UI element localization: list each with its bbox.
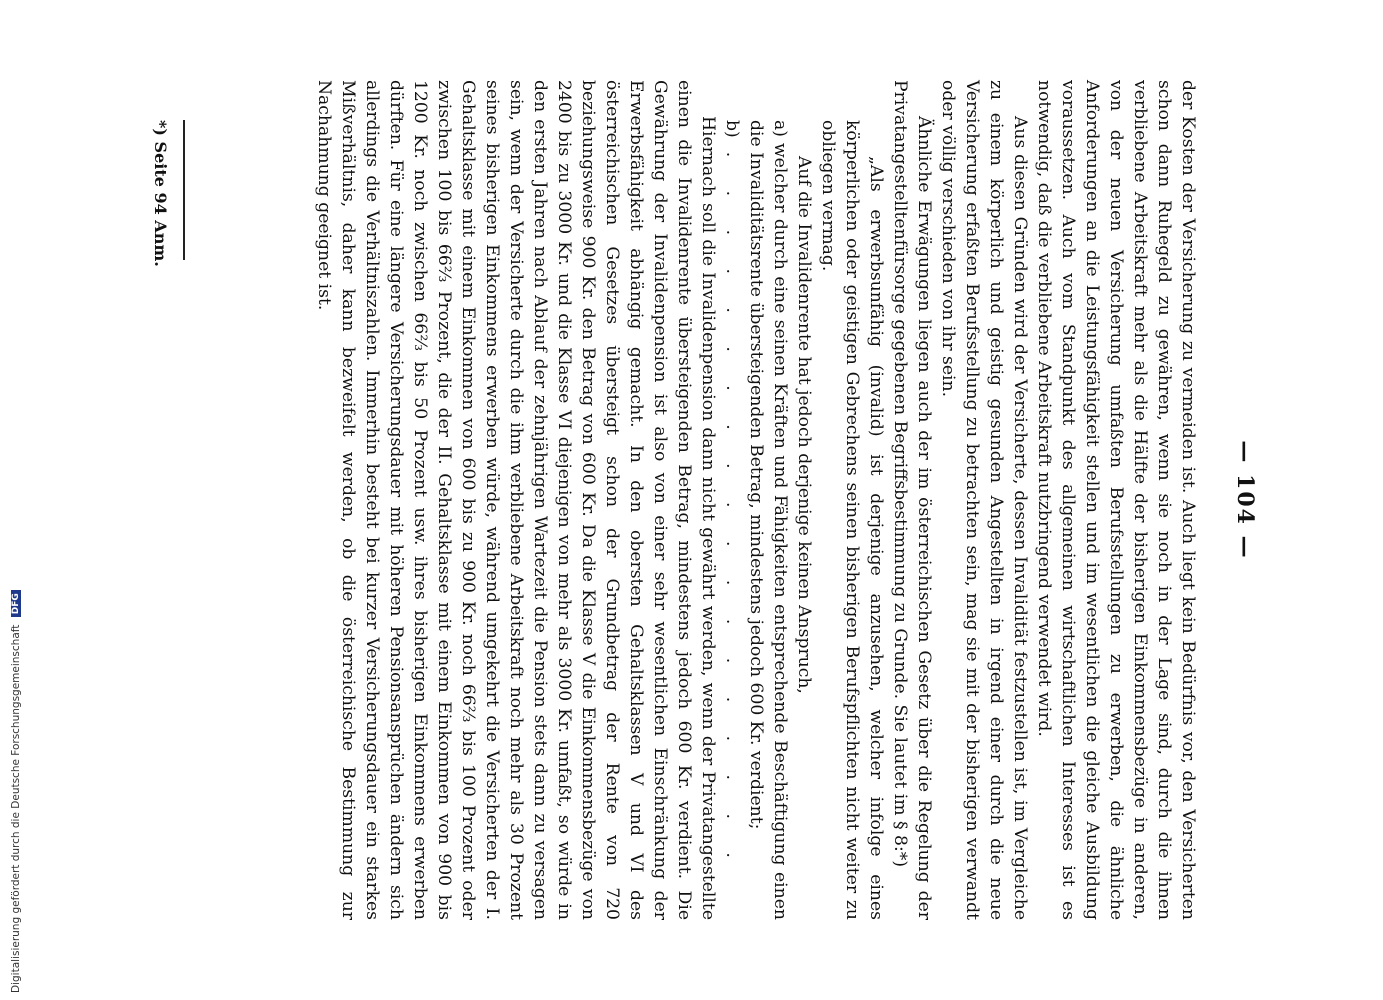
quotation-block xyxy=(720,120,888,920)
scanned-page xyxy=(120,60,1270,940)
dfg-logo: DFG xyxy=(11,590,21,617)
page-number: — 104 — xyxy=(1232,440,1258,560)
digitization-credit xyxy=(10,0,22,993)
list-item-b xyxy=(720,120,744,920)
paragraph-2: Aus diesen Gründen wird der Versicherte, dessen Invalidität festzustellen ist, im Vergleiche zu einem körperlich und geistig gesunden Angestellten in irgend einer durch die neue Versicherung erfaßten Berufsstellung zu betrachten sein, mag sie mit der bisherigen verwandt oder völlig verschieden von ihr sein. xyxy=(938,80,1030,920)
quotation-paragraph: „Als erwerbsunfähig (invalid) ist derjenige anzusehen, welcher infolge eines körperlichen oder geistigen Gebrechens seinen bisherigen Berufspflichten nicht weiter zu obliegen vermag. xyxy=(818,120,886,920)
paragraph-6: Hiernach soll die Invalidenpension dann nicht gewährt werden, wenn der Privatangestellte einen die Invalidenrente übersteigenden Betrag, mindestens jedoch 600 Kr. verdient. Die Gewährung der Invalidenpension ist also von einer sehr wesentlichen Einschränkung der Erwerbsfähigkeit abhängig gemacht. In den obersten Gehaltsklassen V und VI des österreichischen Gesetzes übersteigt schon der Grundbetrag der Rente von 720 beziehungsweise 900 Kr. den Betrag von 600 Kr. Da die Klasse V die Einkommensbezüge von 2400 bis zu 3000 Kr. und die Klasse VI diejenigen von mehr als 3000 Kr. umfaßt, so würde in den ersten Jahren nach Ablauf der zehnjährigen Wartezeit die Pension stets dann zu versagen sein, wenn der Versicherte durch die ihm verbliebene Arbeitskraft noch mehr als 30 Prozent seines bisherigen Einkommens erwerben würde, während umgekehrt die Versicherten der I. Gehaltsklasse mit einem Einkommen von 600 bis zu 900 Kr. noch 66⅔ bis 100 Prozent oder zwischen 100 bis 66⅔ Prozent, die der II. Gehaltsklasse mit einem Einkommen von 900 bis 1200 Kr. noch zwischen 66⅔ bis 50 Prozent usw. ihres bisherigen Einkommens erwerben dürften. Für eine längere Versicherungsdauer mit höheren Pensionsansprüchen ändern sich allerdings die Verhältniszahlen. Immerhin besteht bei kurzer Versicherungsdauer ein starkes Mißverhältnis, daher kann bezweifelt werden, ob die österreichische Bestimmung zur Nachahmung geeignet ist. xyxy=(314,80,718,920)
paragraph-1: der Kosten der Versicherung zu vermeiden ist. Auch liegt kein Bedürfnis vor, den Versicherten schon dann Ruhegeld zu gewähren, wenn sie noch in der Lage sind, durch die ihnen verbliebene Arbeitskraft mehr als die Hälfte der bisherigen Einkommensbezüge in anderen, von der neuen Versicherung umfaßten Berufsstellungen zu erwerben, die ähnliche Anforderungen an die Leistungsfähigkeit stellen und im wesentlichen die gleiche Ausbildung voraussetzen. Auch vom Standpunkt des allgemeinen wirtschaftlichen Interesses ist es notwendig, daß die verbliebene Arbeitskraft nutzbringend verwendet wird. xyxy=(1034,80,1198,920)
paragraph-3: Ähnliche Erwägungen liegen auch der im österreichischen Gesetz über die Regelung der Privatangestelltenfürsorge gegebenen Begriffsbestimmung zu Grunde. Sie lautet im § 8:*) xyxy=(890,80,934,920)
list-item-a-label: a) xyxy=(770,120,790,137)
quotation-condition: Auf die Invalidenrente hat jedoch derjenige keinen Anspruch, xyxy=(794,156,814,694)
list-item-a-text: welcher durch eine seinen Kräften und Fähigkeiten entsprechende Beschäftigung einen die Invaliditätsrente übersteigenden Betrag, mindestens jedoch 600 Kr. verdient; xyxy=(746,120,790,920)
list-item-a xyxy=(744,120,792,920)
list-item-b-label: b) xyxy=(722,120,742,138)
footnote-divider xyxy=(184,120,186,260)
credit-text: Digitalisierung gefördert durch die Deutsche Forschungsgemeinschaft xyxy=(10,624,22,993)
list-item-b-dots: . . . . . . . . . . . . . . . . . . . xyxy=(722,151,742,872)
body-text xyxy=(312,80,1200,920)
footnote: *) Seite 94 Anm. xyxy=(151,120,170,267)
